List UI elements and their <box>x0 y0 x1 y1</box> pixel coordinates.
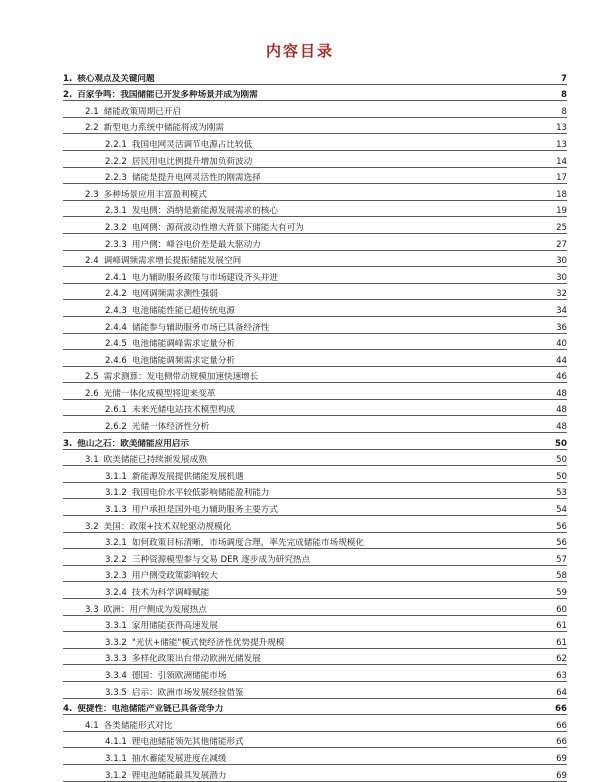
toc-entry-number: 3.3.3 <box>105 654 127 665</box>
toc-entry-title: 储能政策周期已开启 <box>103 106 182 117</box>
toc-entry-number: 2.6.2 <box>105 422 127 433</box>
toc-entry-page: 48 <box>556 388 567 399</box>
toc-entry-page: 30 <box>556 256 567 267</box>
toc-entry-title: 便捷性：电池储能产业链已具备竞争力 <box>77 704 224 715</box>
toc-entry-page: 58 <box>556 571 567 582</box>
toc-entry[interactable] <box>63 466 567 483</box>
toc-entry-number: 3.2.3 <box>105 571 127 582</box>
toc-entry[interactable] <box>63 350 567 367</box>
toc-entry-number: 3.2 <box>85 521 99 532</box>
toc-entry-page: 61 <box>556 637 567 648</box>
toc-entry[interactable] <box>63 665 567 682</box>
toc-entry-number: 2.4.4 <box>105 322 127 333</box>
toc-entry[interactable] <box>63 599 567 616</box>
toc-entry[interactable] <box>63 616 567 633</box>
toc-entry-page: 13 <box>556 139 567 150</box>
toc-entry[interactable] <box>63 400 567 417</box>
toc-entry-page: 14 <box>556 156 567 167</box>
toc-entry-title: 需求测算：发电侧带动规模加速快速增长 <box>103 372 259 383</box>
toc-entry-page: 61 <box>556 621 567 632</box>
toc-entry[interactable] <box>63 632 567 649</box>
toc-entry-page: 60 <box>556 604 567 615</box>
toc-entry[interactable] <box>63 450 567 467</box>
toc-entry-number: 2.2.1 <box>105 139 127 150</box>
toc-entry-page: 17 <box>556 173 567 184</box>
toc-entry-title: 电力辅助服务政策与市场建设齐头并进 <box>131 272 278 283</box>
toc-entry-number: 3.1 <box>85 455 99 466</box>
toc-entry[interactable] <box>63 367 567 384</box>
toc-entry-number: 3.1.2 <box>105 488 127 499</box>
toc-entry[interactable] <box>63 682 567 699</box>
toc-entry-number: 2.1 <box>85 106 99 117</box>
toc-entry[interactable] <box>63 649 567 666</box>
toc-entry[interactable] <box>63 251 567 268</box>
toc-entry-page: 18 <box>556 189 567 200</box>
toc-entry-title: 他山之石：欧美储能应用启示 <box>77 438 189 449</box>
toc-entry[interactable] <box>63 267 567 284</box>
toc-entry-title: 储能参与辅助服务市场已具备经济性 <box>131 322 270 333</box>
toc-entry-number: 3.3.1 <box>105 621 127 632</box>
toc-entry-page: 46 <box>556 372 567 383</box>
toc-entry-page: 13 <box>556 123 567 134</box>
toc-entry[interactable] <box>63 151 567 168</box>
toc-entry-title: 我国电网灵活调节电源占比较低 <box>131 139 253 150</box>
toc-entry-number: 2. <box>63 90 73 101</box>
toc-entry-title: 如何政策目标清晰，市场调度合理，率先完成储能市场规模化 <box>131 538 364 549</box>
toc-entry-title: 核心观点及关键问题 <box>77 73 155 84</box>
toc-entry[interactable] <box>63 101 567 118</box>
toc-entry[interactable] <box>63 533 567 550</box>
toc-entry-page: 34 <box>556 305 567 316</box>
toc-entry-title: 锂电池储能最具发展潜力 <box>131 770 227 781</box>
toc-entry-title: "光伏+储能"模式使经济性优势提升规模 <box>131 637 285 648</box>
toc-entry-number: 3.2.2 <box>105 554 127 565</box>
toc-entry[interactable] <box>63 516 567 533</box>
toc-entry[interactable] <box>63 715 567 732</box>
toc-entry-number: 3.2.4 <box>105 588 127 598</box>
toc-entry[interactable] <box>63 732 567 749</box>
toc-entry[interactable] <box>63 85 567 102</box>
toc-entry-title: 储能是提升电网灵活性的刚需选择 <box>131 173 261 184</box>
toc-entry-title: 我国电价水平较低影响储能盈利能力 <box>131 488 270 499</box>
toc-entry-number: 2.4.1 <box>105 272 127 283</box>
toc-entry-title: 启示：欧洲市场发展经验借鉴 <box>131 687 244 698</box>
toc-entry[interactable] <box>63 300 567 317</box>
toc-entry-title: 居民用电比例提升增加负荷波动 <box>131 156 253 167</box>
toc-entry-title: 锂电池储能领先其他储能形式 <box>131 737 244 748</box>
toc-entry-number: 3.3.4 <box>105 670 127 681</box>
toc-entry-title: 调峰调频需求增长提振储能发展空间 <box>103 256 242 267</box>
table-of-contents <box>63 68 567 782</box>
toc-entry-number: 2.5 <box>85 372 99 383</box>
toc-entry-number: 2.4.2 <box>105 289 127 300</box>
toc-entry-page: 50 <box>556 471 567 482</box>
toc-entry-number: 2.4.5 <box>105 339 127 350</box>
toc-entry-title: 欧洲：用户侧成为发展热点 <box>103 604 207 615</box>
toc-entry[interactable] <box>63 499 567 516</box>
toc-entry-title: 家用储能获得高速发展 <box>131 621 218 632</box>
toc-entry-page: 66 <box>556 737 567 748</box>
toc-entry-title: 用户侧：峰谷电价差是最大驱动力 <box>131 239 261 250</box>
toc-entry-page: 48 <box>556 405 567 416</box>
toc-entry-page: 64 <box>556 687 567 698</box>
toc-entry-page: 53 <box>556 488 567 499</box>
toc-entry-page: 57 <box>556 554 567 565</box>
toc-entry-page: 54 <box>556 505 567 516</box>
toc-entry-title: 三种资源模型参与交易 DER 逐步成为研究热点 <box>131 554 311 565</box>
toc-entry-title: 电池储能调峰需求定量分析 <box>131 339 236 350</box>
page-title: 内容目录 <box>265 42 334 60</box>
toc-entry-title: 德国：引领欧洲储能市场 <box>131 670 227 681</box>
toc-entry-number: 2.4 <box>85 256 99 267</box>
toc-entry-number: 3.3 <box>85 604 99 615</box>
toc-entry-title: 电网侧：源荷波动性增大背景下储能大有可为 <box>131 222 304 233</box>
toc-entry-page: 66 <box>555 704 567 715</box>
toc-entry-page: 69 <box>556 753 567 764</box>
toc-entry-number: 2.3.2 <box>105 222 127 233</box>
toc-entry[interactable] <box>63 416 567 433</box>
toc-entry-title: 电池储能性能已超传统电源 <box>131 305 236 316</box>
toc-entry-page: 8 <box>561 106 567 117</box>
toc-entry-title: 电网调频需求测性强弱 <box>131 289 218 300</box>
toc-entry-page: 50 <box>556 455 567 466</box>
toc-entry[interactable] <box>63 566 567 583</box>
toc-entry-page: 40 <box>556 339 567 350</box>
toc-entry-page: 59 <box>556 588 567 598</box>
toc-entry[interactable] <box>63 765 567 782</box>
toc-entry[interactable] <box>63 134 567 151</box>
toc-entry[interactable] <box>63 168 567 185</box>
toc-entry-page: 36 <box>556 322 567 333</box>
toc-entry-page: 48 <box>556 422 567 433</box>
toc-entry-title: 多种场景应用丰富盈利模式 <box>103 189 207 200</box>
toc-entry-page: 62 <box>556 654 567 665</box>
toc-entry[interactable] <box>63 217 567 234</box>
toc-entry-number: 3.3.2 <box>105 637 127 648</box>
toc-entry-title: 多样化政策出台带动欧洲光储发展 <box>131 654 261 665</box>
toc-entry-number: 3.2.1 <box>105 538 127 549</box>
toc-entry-number: 2.6.1 <box>105 405 127 416</box>
toc-entry[interactable] <box>63 234 567 251</box>
toc-entry[interactable] <box>63 68 567 85</box>
toc-entry-number: 4.1 <box>85 720 99 731</box>
toc-entry-page: 66 <box>556 720 567 731</box>
toc-entry-number: 2.3 <box>85 189 99 200</box>
toc-entry-page: 50 <box>555 438 567 449</box>
toc-entry[interactable] <box>63 201 567 218</box>
toc-entry[interactable] <box>63 334 567 351</box>
toc-entry-title: 光储一体经济性分析 <box>131 422 210 433</box>
toc-entry-number: 3. <box>63 438 73 449</box>
toc-entry[interactable] <box>63 748 567 765</box>
toc-entry[interactable] <box>63 383 567 400</box>
toc-entry-page: 69 <box>556 770 567 781</box>
toc-entry-number: 4.1.1 <box>105 737 127 748</box>
toc-entry-page: 25 <box>556 222 567 233</box>
toc-entry[interactable] <box>63 284 567 301</box>
toc-entry-page: 8 <box>561 90 567 101</box>
toc-entry-page: 30 <box>556 272 567 283</box>
toc-entry-title: 欧美储能已持续渐发展成熟 <box>103 455 207 466</box>
toc-entry-title: 用户侧受政策影响较大 <box>131 571 218 582</box>
toc-entry-number: 3.1.1 <box>105 471 127 482</box>
toc-entry[interactable] <box>63 483 567 500</box>
toc-entry[interactable] <box>63 549 567 566</box>
toc-entry-title: 发电侧：消纳是新能源发展需求的核心 <box>131 206 278 217</box>
toc-entry[interactable] <box>63 582 567 599</box>
toc-entry-title: 光储一体化成模型将迎来变革 <box>103 388 216 399</box>
toc-entry-title: 抽水蓄能发展进度在减缓 <box>131 753 227 764</box>
toc-entry-page: 44 <box>556 355 567 366</box>
toc-entry-number: 2.3.3 <box>105 239 127 250</box>
toc-entry-number: 2.2 <box>85 123 99 134</box>
toc-entry-page: 19 <box>556 206 567 217</box>
toc-entry-number: 2.2.2 <box>105 156 127 167</box>
toc-entry-number: 2.3.1 <box>105 206 127 217</box>
toc-entry-title: 技术为科学调峰赋能 <box>131 588 210 598</box>
toc-entry-title: 未来光储电站技术模型构成 <box>131 405 236 416</box>
toc-entry-title: 新型电力系统中储能将成为刚需 <box>103 123 224 134</box>
toc-entry-number: 3.3.5 <box>105 687 127 698</box>
toc-entry-page: 27 <box>556 239 567 250</box>
toc-entry-page: 7 <box>561 73 567 84</box>
toc-entry-title: 电池储能调频需求定量分析 <box>131 355 236 366</box>
toc-entry[interactable] <box>63 317 567 334</box>
toc-entry-number: 2.6 <box>85 388 99 399</box>
toc-entry-title: 用户承担是国外电力辅助服务主要方式 <box>131 505 278 516</box>
toc-entry-title: 美国：政策+技术双轮驱动规模化 <box>103 521 232 532</box>
toc-entry[interactable] <box>63 118 567 135</box>
toc-entry-title: 新能源发展提供储能发展机遇 <box>131 471 244 482</box>
toc-entry-number: 2.4.6 <box>105 355 127 366</box>
toc-entry-number: 2.2.3 <box>105 173 127 184</box>
toc-entry-page: 56 <box>556 538 567 549</box>
toc-entry-number: 3.1.2 <box>105 770 127 781</box>
toc-entry-page: 56 <box>556 521 567 532</box>
toc-entry[interactable] <box>63 699 567 716</box>
toc-entry[interactable] <box>63 184 567 201</box>
toc-entry-number: 3.1.1 <box>105 753 127 764</box>
toc-entry-page: 63 <box>556 670 567 681</box>
toc-entry-number: 3.1.3 <box>105 505 127 516</box>
toc-entry[interactable] <box>63 433 567 450</box>
toc-entry-title: 百家争鸣：我国储能已开发多种场景并成为刚需 <box>77 90 258 101</box>
toc-entry-number: 2.4.3 <box>105 305 127 316</box>
toc-entry-number: 4. <box>63 704 73 715</box>
toc-entry-title: 各类储能形式对比 <box>103 720 173 731</box>
toc-entry-page: 32 <box>556 289 567 300</box>
toc-entry-number: 1. <box>63 73 73 84</box>
